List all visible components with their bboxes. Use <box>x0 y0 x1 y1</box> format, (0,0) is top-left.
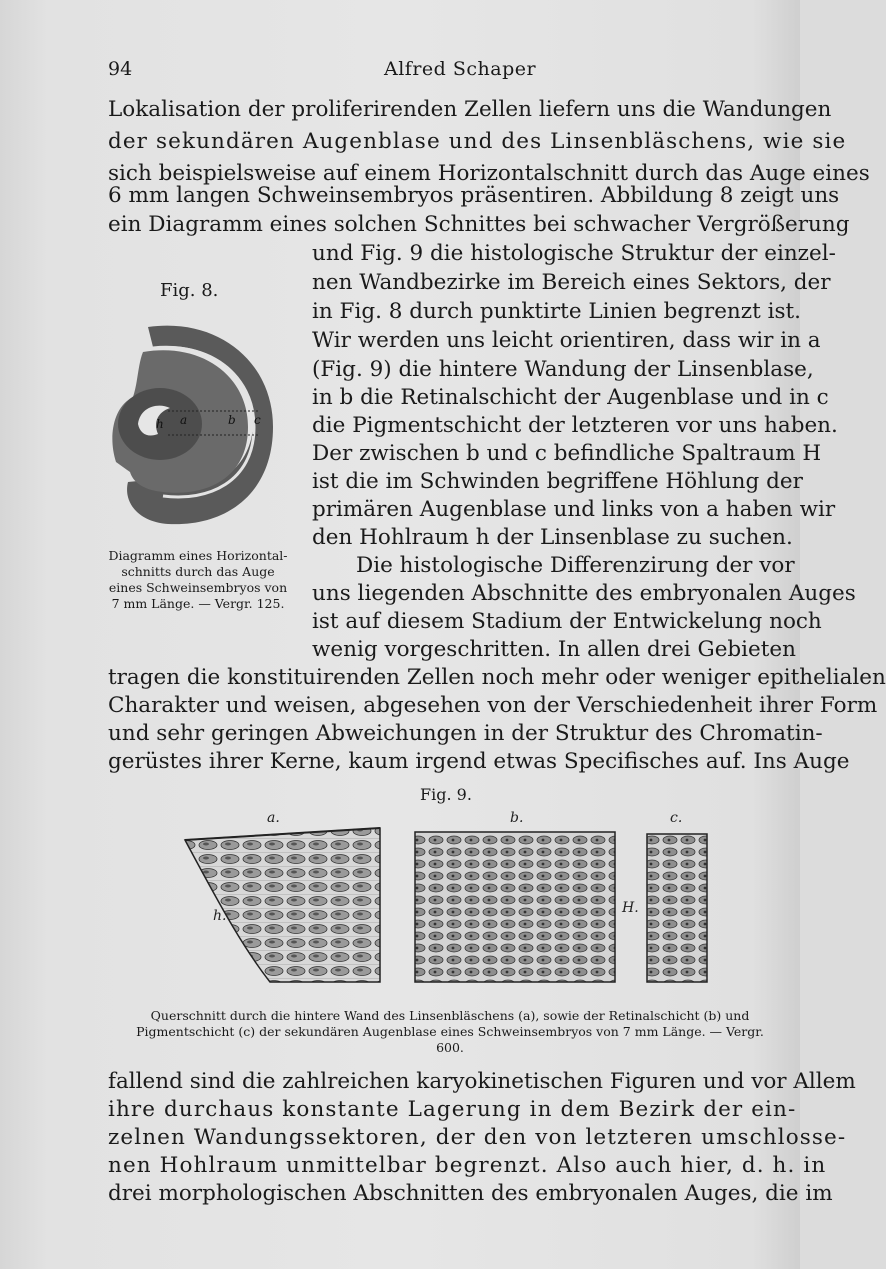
text-line: der sekundären Augenblase und des Linsenbläschens, wie sie <box>108 129 847 154</box>
text-line: wenig vorgeschritten. In allen drei Gebieten <box>312 637 796 662</box>
text-line: und Fig. 9 die histologische Struktur der einzel- <box>312 241 836 266</box>
fig9-label-a: a. <box>267 810 280 826</box>
text-line: fallend sind die zahlreichen karyokinetischen Figuren und vor Allem <box>108 1069 856 1094</box>
fig9-label-H: H. <box>622 900 639 916</box>
fig8-label-b: b <box>228 413 236 427</box>
figure-9-title: Fig. 9. <box>420 785 472 804</box>
fig9-label-b: b. <box>510 810 524 826</box>
text-line: primären Augenblase und links von a haben wir <box>312 497 836 522</box>
text-line: (Fig. 9) die hintere Wandung der Linsenblase, <box>312 357 814 382</box>
running-head-author: Alfred Schaper <box>384 58 537 80</box>
text-line: in Fig. 8 durch punktirte Linien begrenzt ist. <box>312 299 801 324</box>
running-header <box>108 58 778 82</box>
fig8-label-c: c <box>254 413 261 427</box>
fig8-label-h: h <box>156 417 164 431</box>
text-line: ein Diagramm eines solchen Schnittes bei schwacher Vergrößerung <box>108 212 850 237</box>
text-line: tragen die konstituirenden Zellen noch mehr oder weniger epithelialen <box>108 665 886 690</box>
text-line: Der zwischen b und c befindliche Spaltraum H <box>312 441 822 466</box>
text-line: Wir werden uns leicht orientiren, dass wir in a <box>312 328 821 353</box>
text-line: zelnen Wandungssektoren, der den von letzteren umschlosse- <box>108 1125 847 1150</box>
panel-a-tissue <box>185 828 380 982</box>
fig8-label-a: a <box>180 413 188 427</box>
text-line: Lokalisation der proliferirenden Zellen liefern uns die Wandungen <box>108 97 832 122</box>
text-line: in b die Retinalschicht der Augenblase und in c <box>312 385 829 410</box>
panel-c-tissue <box>647 834 707 982</box>
text-line: und sehr geringen Abweichungen in der Struktur des Chromatin- <box>108 721 823 746</box>
text-line: den Hohlraum h der Linsenblase zu suchen. <box>312 525 793 550</box>
fig9-label-h: h. <box>213 908 227 924</box>
text-line: nen Hohlraum unmittelbar begrenzt. Also auch hier, d. h. in <box>108 1153 827 1178</box>
text-line: 6 mm langen Schweinsembryos präsentiren. Abbildung 8 zeigt uns <box>108 183 840 208</box>
figure-8-title: Fig. 8. <box>160 280 219 301</box>
figure-8-diagram <box>108 312 288 537</box>
text-line: Die histologische Differenzirung der vor <box>356 553 795 578</box>
figure-9-caption: Querschnitt durch die hintere Wand des Linsenbläschens (a), sowie der Retinalschicht (b) und Pigmentschicht (c) der sekundären Augenblase eines Schweinsembryos von 7 mm Länge. — Vergr. 600. <box>136 1008 764 1055</box>
text-line: Charakter und weisen, abgesehen von der Verschiedenheit ihrer Form <box>108 693 878 718</box>
fig9-label-c: c. <box>670 810 683 826</box>
page-number: 94 <box>108 58 133 80</box>
text-line: drei morphologischen Abschnitten des embryonalen Auges, die im <box>108 1181 833 1206</box>
text-line: ist die im Schwinden begriffene Höhlung der <box>312 469 803 494</box>
figure-9-histology <box>175 810 715 1000</box>
text-line: die Pigmentschicht der letzteren vor uns haben. <box>312 413 838 438</box>
text-line: ist auf diesem Stadium der Entwickelung noch <box>312 609 822 634</box>
panel-b-tissue <box>415 832 615 982</box>
text-line: gerüstes ihrer Kerne, kaum irgend etwas Specifisches auf. Ins Auge <box>108 749 850 774</box>
figure-8-caption: Diagramm eines Horizontal-schnitts durch das Auge eines Schweinsembryos von 7 mm Länge. — Vergr. 125. <box>108 548 288 611</box>
text-line: uns liegenden Abschnitte des embryonalen Auges <box>312 581 856 606</box>
text-line: nen Wandbezirke im Bereich eines Sektors, der <box>312 270 831 295</box>
text-line: ihre durchaus konstante Lagerung in dem Bezirk der ein- <box>108 1097 797 1122</box>
text-line: sich beispielsweise auf einem Horizontalschnitt durch das Auge eines <box>108 161 870 186</box>
